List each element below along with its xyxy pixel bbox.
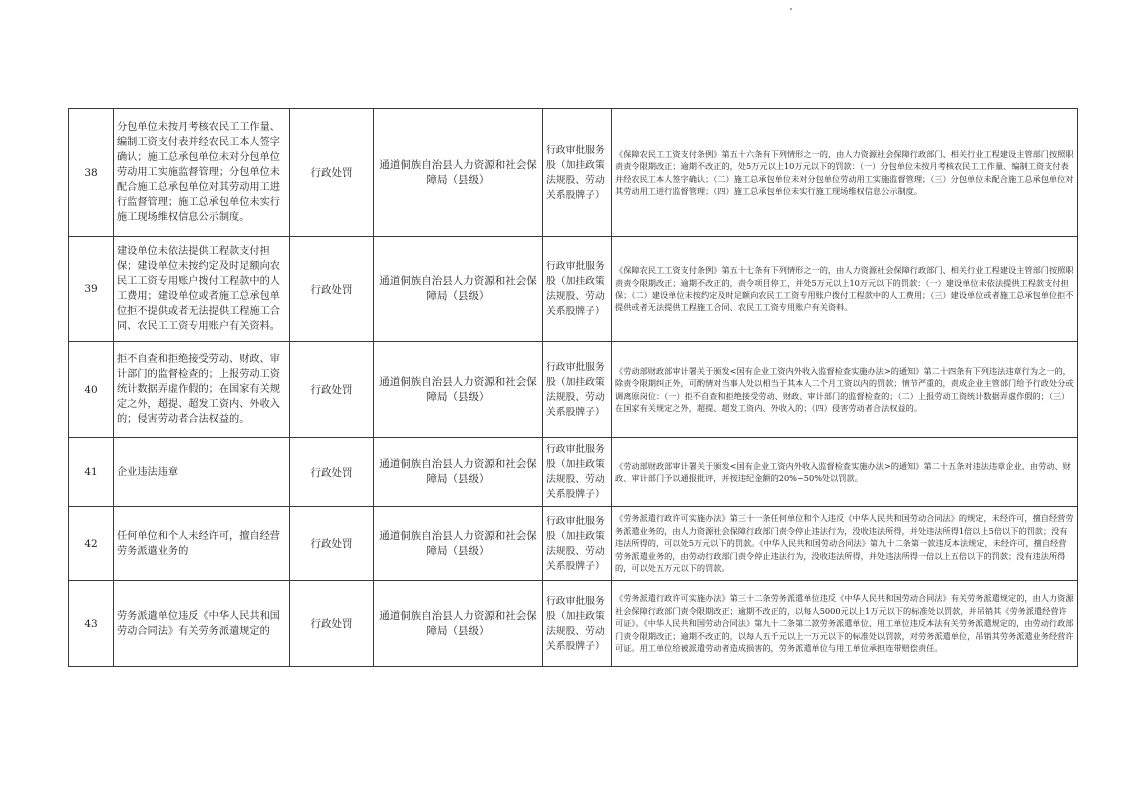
legal-basis: 《劳动部财政部审计署关于颁发<国有企业工资内外收入监督检查实施办法>的通知》第二十五条对违法违章企业，由劳动、财政、审计部门予以通报批评，并按违纪金额的20%~50%处以罚款。 (612, 438, 1078, 507)
item-category: 行政处罚 (290, 507, 374, 581)
scan-mark (790, 8, 792, 10)
row-number: 39 (69, 237, 114, 342)
item-category: 行政处罚 (290, 342, 374, 438)
item-category: 行政处罚 (290, 109, 374, 237)
responsible-office: 行政审批服务股（加挂政策法规股、劳动关系股牌子） (543, 237, 612, 342)
legal-basis: 《保障农民工工资支付条例》第五十六条有下列情形之一的，由人力资源社会保障行政部门、相关行业工程建设主管部门按照职责责令限期改正；逾期不改正的，处5万元以上10万元以下的罚款：（一）分包单位未按月考核农民工工作量、编制工资支付表并经农民工本人签字确认；（二）施工总承包单位未对分包单位劳动用工实施监督管理；（三）分包单位未配合施工总承包单位对其劳动用工进行监督管理；（四）施工总承包单位未实行施工现场维权信息公示制度。 (612, 109, 1078, 237)
responsible-office: 行政审批服务股（加挂政策法规股、劳动关系股牌子） (543, 109, 612, 237)
legal-basis: 《保障农民工工资支付条例》第五十七条有下列情形之一的，由人力资源社会保障行政部门、相关行业工程建设主管部门按照职责责令限期改正；逾期不改正的，责令项目停工，并处5万元以上10万元以下的罚款：（一）建设单位未依法提供工程款支付担保；（二）建设单位未按约定及时足额向农民工工资专用账户拨付工程款中的人工费用；（三）建设单位或者施工总承包单位拒不提供或者无法提供工程施工合同、农民工工资专用账户有关资料。 (612, 237, 1078, 342)
table-row (69, 581, 1078, 667)
table-row (69, 507, 1078, 581)
item-category: 行政处罚 (290, 237, 374, 342)
legal-basis: 《劳动部财政部审计署关于颁发<国有企业工资内外收入监督检查实施办法>的通知》第二十四条有下列违法违章行为之一的，除责令限期纠正外，可酌情对当事人处以相当于其本人二个月工资以内的罚款；情节严重的，责成企业主管部门给予行政处分或调离原岗位：（一）拒不自查和拒绝接受劳动、财政、审计部门的监督检查的；（二）上报劳动工资统计数据弄虚作假的；（三）在国家有关规定之外，超提、超发工资内、外收入的；（四）侵害劳动者合法权益的。 (612, 342, 1078, 438)
row-number: 41 (69, 438, 114, 507)
item-category: 行政处罚 (290, 581, 374, 667)
responsible-office: 行政审批服务股（加挂政策法规股、劳动关系股牌子） (543, 342, 612, 438)
item-name: 拒不自查和拒绝接受劳动、财政、审计部门的监督检查的；上报劳动工资统计数据弄虚作假的；在国家有关规定之外，超提、超发工资内、外收入的；侵害劳动者合法权益的。 (114, 342, 290, 438)
legal-basis: 《劳务派遣行政许可实施办法》第三十二条劳务派遣单位违反《中华人民共和国劳动合同法》有关劳务派遣规定的，由人力资源社会保障行政部门责令限期改正；逾期不改正的，以每人5000元以上1万元以下的标准处以罚款，并吊销其《劳务派遣经营许可证》。《中华人民共和国劳动合同法》第九十二条第二款劳务派遣单位、用工单位违反本法有关劳务派遣规定的，由劳动行政部门责令限期改正；逾期不改正的，以每人五千元以上一万元以下的标准处以罚款，对劳务派遣单位，吊销其劳务派遣业务经营许可证。用工单位给被派遣劳动者造成损害的，劳务派遣单位与用工单位承担连带赔偿责任。 (612, 581, 1078, 667)
item-name: 劳务派遣单位违反《中华人民共和国劳动合同法》有关劳务派遣规定的 (114, 581, 290, 667)
row-number: 40 (69, 342, 114, 438)
table-row (69, 109, 1078, 237)
row-number: 42 (69, 507, 114, 581)
responsible-office: 行政审批服务股（加挂政策法规股、劳动关系股牌子） (543, 581, 612, 667)
item-category: 行政处罚 (290, 438, 374, 507)
item-name: 建设单位未依法提供工程款支付担保；建设单位未按约定及时足额向农民工工资专用账户拨付工程款中的人工费用；建设单位或者施工总承包单位拒不提供或者无法提供工程施工合同、农民工工资专用账户有关资料。 (114, 237, 290, 342)
penalty-items-table (68, 108, 1078, 667)
item-name: 企业违法违章 (114, 438, 290, 507)
responsible-department: 通道侗族自治县人力资源和社会保障局（县级） (374, 438, 543, 507)
responsible-department: 通道侗族自治县人力资源和社会保障局（县级） (374, 342, 543, 438)
responsible-office: 行政审批服务股（加挂政策法规股、劳动关系股牌子） (543, 507, 612, 581)
item-name: 分包单位未按月考核农民工工作量、编制工资支付表并经农民工本人签字确认；施工总承包单位未对分包单位劳动用工实施监督管理；分包单位未配合施工总承包单位对其劳动用工进行监督管理；施工总承包单位未实行施工现场维权信息公示制度。 (114, 109, 290, 237)
responsible-department: 通道侗族自治县人力资源和社会保障局（县级） (374, 581, 543, 667)
row-number: 43 (69, 581, 114, 667)
table-row (69, 237, 1078, 342)
responsible-office: 行政审批服务股（加挂政策法规股、劳动关系股牌子） (543, 438, 612, 507)
table-row (69, 342, 1078, 438)
table-row (69, 438, 1078, 507)
responsible-department: 通道侗族自治县人力资源和社会保障局（县级） (374, 237, 543, 342)
responsible-department: 通道侗族自治县人力资源和社会保障局（县级） (374, 507, 543, 581)
legal-basis: 《劳务派遣行政许可实施办法》第三十一条任何单位和个人违反《中华人民共和国劳动合同法》的规定，未经许可，擅自经营劳务派遣业务的，由人力资源社会保障行政部门责令停止违法行为，没收违法所得，并处违法所得1倍以上5倍以下的罚款；没有违法所得的，可以处5万元以下的罚款。《中华人民共和国劳动合同法》第九十二条第一款违反本法规定，未经许可，擅自经营劳务派遣业务的，由劳动行政部门责令停止违法行为，没收违法所得，并处违法所得一倍以上五倍以下的罚款；没有违法所得的，可以处五万元以下的罚款。 (612, 507, 1078, 581)
item-name: 任何单位和个人未经许可，擅自经营劳务派遣业务的 (114, 507, 290, 581)
row-number: 38 (69, 109, 114, 237)
responsible-department: 通道侗族自治县人力资源和社会保障局（县级） (374, 109, 543, 237)
